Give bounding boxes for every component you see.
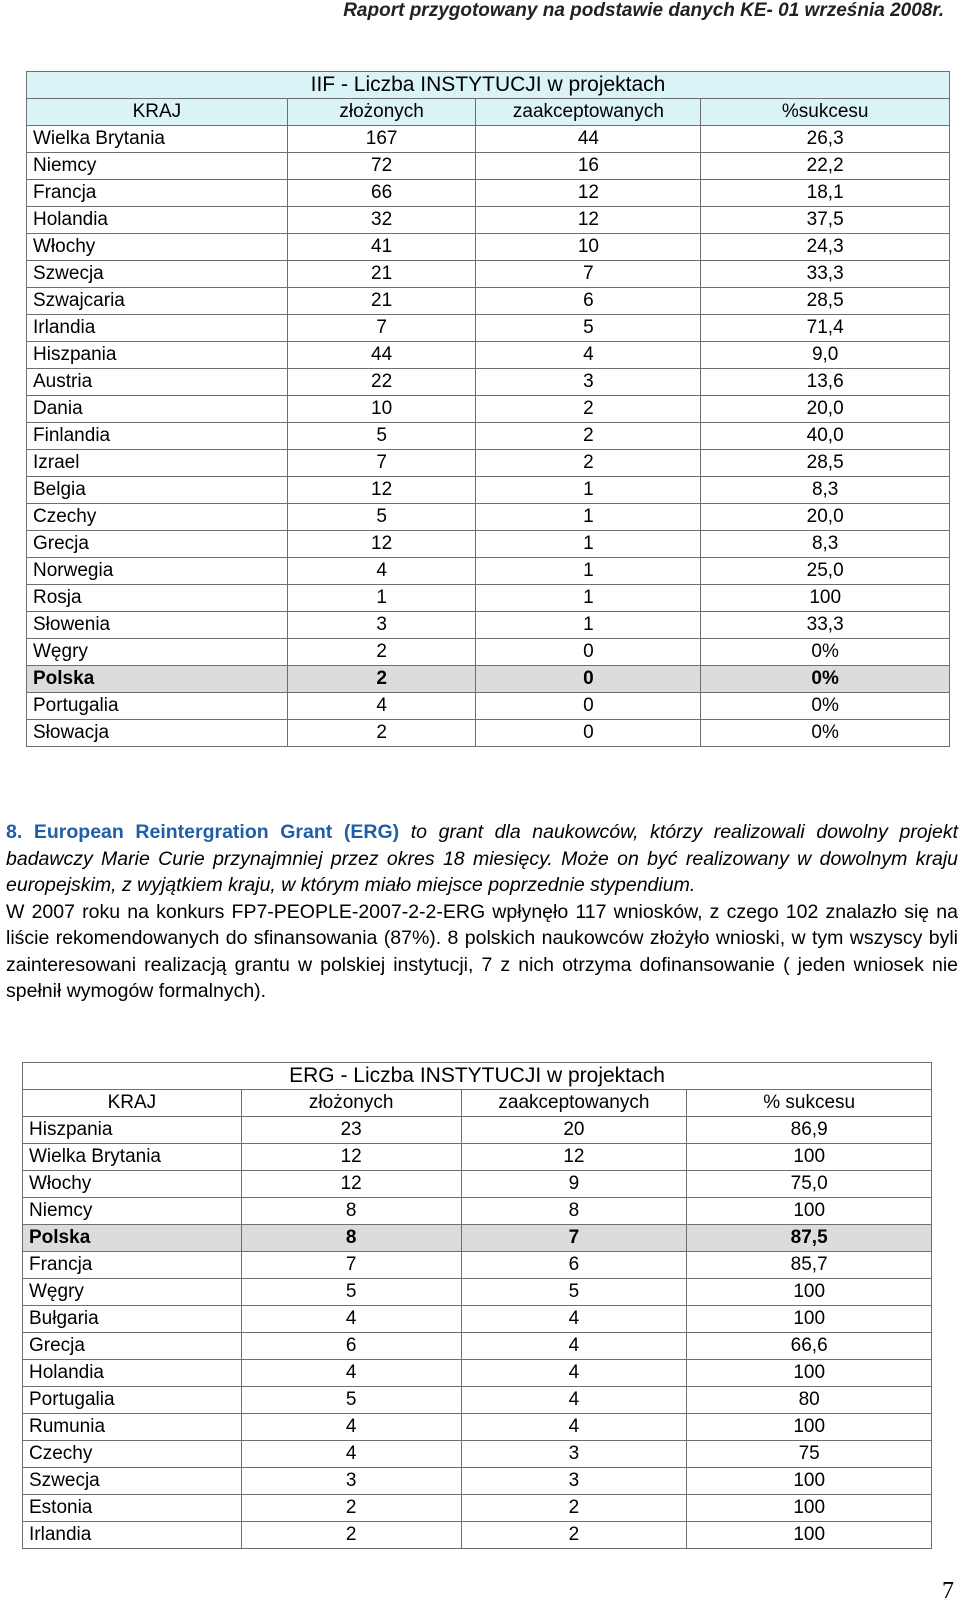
erg-cell-country: Włochy (23, 1171, 242, 1198)
iif-cell-submitted: 10 (287, 396, 476, 423)
iif-table-row (27, 207, 950, 234)
iif-table-row (27, 504, 950, 531)
iif-cell-submitted: 21 (287, 261, 476, 288)
iif-cell-success-rate: 20,0 (701, 504, 950, 531)
iif-cell-accepted: 2 (476, 423, 701, 450)
iif-cell-success-rate: 9,0 (701, 342, 950, 369)
erg-cell-country: Francja (23, 1252, 242, 1279)
iif-cell-success-rate: 33,3 (701, 612, 950, 639)
iif-table-row (27, 261, 950, 288)
erg-cell-country: Bułgaria (23, 1306, 242, 1333)
erg-col-sukcesu: % sukcesu (687, 1090, 932, 1117)
iif-table-row (27, 315, 950, 342)
erg-cell-accepted: 2 (461, 1495, 687, 1522)
iif-cell-submitted: 1 (287, 585, 476, 612)
iif-cell-country: Włochy (27, 234, 288, 261)
iif-cell-accepted: 3 (476, 369, 701, 396)
iif-col-zlozonych: złożonych (287, 99, 476, 126)
erg-cell-submitted: 23 (241, 1117, 461, 1144)
iif-cell-accepted: 0 (476, 639, 701, 666)
erg-cell-submitted: 2 (241, 1522, 461, 1549)
iif-cell-accepted: 0 (476, 693, 701, 720)
erg-cell-success-rate: 100 (687, 1360, 932, 1387)
iif-cell-success-rate: 13,6 (701, 369, 950, 396)
erg-table-row (23, 1360, 932, 1387)
iif-table-row (27, 585, 950, 612)
erg-cell-submitted: 8 (241, 1225, 461, 1252)
erg-cell-country: Czechy (23, 1441, 242, 1468)
erg-cell-submitted: 5 (241, 1279, 461, 1306)
iif-cell-accepted: 1 (476, 531, 701, 558)
erg-table-row (23, 1414, 932, 1441)
iif-cell-success-rate: 0% (701, 666, 950, 693)
erg-cell-submitted: 12 (241, 1144, 461, 1171)
erg-cell-country: Estonia (23, 1495, 242, 1522)
erg-cell-country: Wielka Brytania (23, 1144, 242, 1171)
iif-table-row (27, 342, 950, 369)
erg-table-row (23, 1117, 932, 1144)
iif-table-row (27, 612, 950, 639)
section-number: 8. (6, 821, 23, 843)
iif-table-row (27, 396, 950, 423)
iif-cell-submitted: 4 (287, 693, 476, 720)
erg-cell-success-rate: 80 (687, 1387, 932, 1414)
iif-cell-accepted: 1 (476, 504, 701, 531)
erg-cell-submitted: 4 (241, 1414, 461, 1441)
iif-cell-success-rate: 18,1 (701, 180, 950, 207)
erg-cell-success-rate: 100 (687, 1306, 932, 1333)
iif-cell-accepted: 1 (476, 612, 701, 639)
page-header: Raport przygotowany na podstawie danych KE- 01 września 2008r. (343, 0, 944, 21)
iif-cell-success-rate: 24,3 (701, 234, 950, 261)
iif-cell-accepted: 1 (476, 477, 701, 504)
erg-cell-success-rate: 75,0 (687, 1171, 932, 1198)
iif-cell-submitted: 32 (287, 207, 476, 234)
iif-cell-country: Czechy (27, 504, 288, 531)
iif-cell-submitted: 21 (287, 288, 476, 315)
erg-cell-success-rate: 100 (687, 1414, 932, 1441)
iif-cell-submitted: 3 (287, 612, 476, 639)
iif-cell-submitted: 7 (287, 315, 476, 342)
iif-institutions-table (26, 71, 950, 747)
erg-cell-country: Polska (23, 1225, 242, 1252)
erg-cell-accepted: 4 (461, 1414, 687, 1441)
erg-institutions-table (22, 1062, 932, 1549)
erg-cell-success-rate: 75 (687, 1441, 932, 1468)
iif-header-row (27, 99, 950, 126)
erg-cell-submitted: 2 (241, 1495, 461, 1522)
iif-cell-submitted: 41 (287, 234, 476, 261)
iif-cell-country: Grecja (27, 531, 288, 558)
iif-cell-submitted: 2 (287, 639, 476, 666)
erg-table-row (23, 1252, 932, 1279)
iif-cell-success-rate: 28,5 (701, 450, 950, 477)
iif-cell-country: Szwecja (27, 261, 288, 288)
iif-table-row (27, 558, 950, 585)
iif-cell-submitted: 12 (287, 531, 476, 558)
iif-table-row (27, 693, 950, 720)
iif-cell-submitted: 5 (287, 504, 476, 531)
iif-table-row (27, 234, 950, 261)
iif-cell-submitted: 12 (287, 477, 476, 504)
erg-cell-accepted: 7 (461, 1225, 687, 1252)
iif-cell-submitted: 7 (287, 450, 476, 477)
erg-table-row (23, 1441, 932, 1468)
iif-cell-success-rate: 8,3 (701, 477, 950, 504)
iif-cell-success-rate: 40,0 (701, 423, 950, 450)
iif-table-row (27, 288, 950, 315)
erg-table-row (23, 1522, 932, 1549)
erg-cell-country: Szwecja (23, 1468, 242, 1495)
iif-table-row (27, 531, 950, 558)
erg-cell-country: Rumunia (23, 1414, 242, 1441)
iif-cell-success-rate: 25,0 (701, 558, 950, 585)
erg-table-row (23, 1225, 932, 1252)
iif-cell-submitted: 5 (287, 423, 476, 450)
iif-cell-country: Szwajcaria (27, 288, 288, 315)
erg-table-row (23, 1387, 932, 1414)
iif-cell-submitted: 22 (287, 369, 476, 396)
iif-cell-country: Polska (27, 666, 288, 693)
erg-cell-accepted: 4 (461, 1333, 687, 1360)
iif-cell-country: Hiszpania (27, 342, 288, 369)
iif-cell-country: Słowacja (27, 720, 288, 747)
erg-table-title: ERG - Liczba INSTYTUCJI w projektach (23, 1063, 932, 1090)
iif-table-row (27, 639, 950, 666)
iif-cell-country: Finlandia (27, 423, 288, 450)
erg-cell-submitted: 4 (241, 1441, 461, 1468)
erg-table-row (23, 1333, 932, 1360)
erg-cell-country: Hiszpania (23, 1117, 242, 1144)
erg-cell-country: Węgry (23, 1279, 242, 1306)
erg-table-row (23, 1144, 932, 1171)
iif-cell-accepted: 0 (476, 666, 701, 693)
iif-cell-accepted: 12 (476, 180, 701, 207)
erg-cell-success-rate: 87,5 (687, 1225, 932, 1252)
erg-program-name: European Reintergration Grant (ERG) (33, 821, 400, 843)
erg-cell-submitted: 3 (241, 1468, 461, 1495)
iif-table-row (27, 477, 950, 504)
erg-header-row (23, 1090, 932, 1117)
erg-table-row (23, 1495, 932, 1522)
iif-cell-country: Dania (27, 396, 288, 423)
iif-cell-accepted: 0 (476, 720, 701, 747)
erg-section (6, 819, 958, 1005)
iif-cell-country: Niemcy (27, 153, 288, 180)
erg-table-row (23, 1306, 932, 1333)
erg-cell-accepted: 9 (461, 1171, 687, 1198)
erg-cell-accepted: 5 (461, 1279, 687, 1306)
iif-cell-country: Holandia (27, 207, 288, 234)
erg-cell-success-rate: 66,6 (687, 1333, 932, 1360)
erg-cell-accepted: 20 (461, 1117, 687, 1144)
iif-cell-accepted: 2 (476, 450, 701, 477)
iif-cell-success-rate: 22,2 (701, 153, 950, 180)
page-number: 7 (942, 1578, 954, 1604)
iif-table-title: IIF - Liczba INSTYTUCJI w projektach (27, 72, 950, 99)
iif-cell-success-rate: 8,3 (701, 531, 950, 558)
iif-cell-submitted: 44 (287, 342, 476, 369)
erg-cell-submitted: 5 (241, 1387, 461, 1414)
erg-cell-country: Grecja (23, 1333, 242, 1360)
erg-cell-accepted: 2 (461, 1522, 687, 1549)
erg-col-zlozonych: złożonych (241, 1090, 461, 1117)
iif-cell-submitted: 72 (287, 153, 476, 180)
iif-cell-accepted: 1 (476, 558, 701, 585)
iif-cell-success-rate: 37,5 (701, 207, 950, 234)
iif-cell-success-rate: 0% (701, 639, 950, 666)
erg-cell-country: Portugalia (23, 1387, 242, 1414)
erg-cell-submitted: 7 (241, 1252, 461, 1279)
iif-cell-success-rate: 0% (701, 720, 950, 747)
iif-cell-country: Austria (27, 369, 288, 396)
erg-table-row (23, 1279, 932, 1306)
erg-cell-accepted: 3 (461, 1468, 687, 1495)
iif-cell-country: Irlandia (27, 315, 288, 342)
iif-cell-success-rate: 100 (701, 585, 950, 612)
erg-col-zaakceptowanych: zaakceptowanych (461, 1090, 687, 1117)
iif-cell-submitted: 4 (287, 558, 476, 585)
iif-cell-country: Portugalia (27, 693, 288, 720)
erg-cell-submitted: 4 (241, 1306, 461, 1333)
erg-cell-submitted: 6 (241, 1333, 461, 1360)
erg-cell-accepted: 4 (461, 1360, 687, 1387)
erg-cell-accepted: 4 (461, 1306, 687, 1333)
iif-cell-accepted: 5 (476, 315, 701, 342)
iif-cell-country: Norwegia (27, 558, 288, 585)
iif-cell-country: Wielka Brytania (27, 126, 288, 153)
erg-statistics-paragraph: W 2007 roku na konkurs FP7-PEOPLE-2007-2-2-ERG wpłynęło 117 wniosków, z czego 102 znalazło się na liście rekomendowanych do sfinansowania (87%). 8 polskich naukowców złożyło wnioski, w tym wszyscy byli zainteresowani realizacją grantu w polskiej instytucji, 7 z nich otrzyma dofinansowanie ( jeden wniosek nie spełnił wymogów formalnych). (6, 900, 958, 1002)
iif-cell-submitted: 66 (287, 180, 476, 207)
erg-cell-accepted: 4 (461, 1387, 687, 1414)
iif-cell-country: Słowenia (27, 612, 288, 639)
iif-cell-success-rate: 20,0 (701, 396, 950, 423)
erg-cell-submitted: 4 (241, 1360, 461, 1387)
erg-table-row (23, 1198, 932, 1225)
iif-cell-country: Rosja (27, 585, 288, 612)
erg-cell-success-rate: 86,9 (687, 1117, 932, 1144)
iif-cell-accepted: 44 (476, 126, 701, 153)
iif-table-row (27, 666, 950, 693)
iif-cell-accepted: 12 (476, 207, 701, 234)
erg-cell-submitted: 12 (241, 1171, 461, 1198)
erg-cell-success-rate: 100 (687, 1279, 932, 1306)
iif-cell-submitted: 167 (287, 126, 476, 153)
erg-cell-success-rate: 100 (687, 1144, 932, 1171)
iif-table-row (27, 450, 950, 477)
erg-cell-success-rate: 100 (687, 1198, 932, 1225)
iif-cell-accepted: 6 (476, 288, 701, 315)
iif-cell-country: Belgia (27, 477, 288, 504)
iif-cell-success-rate: 0% (701, 693, 950, 720)
iif-col-kraj: KRAJ (27, 99, 288, 126)
erg-cell-success-rate: 85,7 (687, 1252, 932, 1279)
erg-description: to grant dla naukowców, którzy realizowali dowolny projekt badawczy Marie Curie przynajmniej przez okres 18 miesięcy. Może on być realizowany w dowolnym kraju europejskim, z wyjątkiem kraju, w którym miało miejsce poprzednie stypendium. (6, 821, 959, 896)
erg-cell-success-rate: 100 (687, 1495, 932, 1522)
iif-cell-accepted: 1 (476, 585, 701, 612)
iif-cell-accepted: 10 (476, 234, 701, 261)
erg-cell-accepted: 6 (461, 1252, 687, 1279)
erg-cell-success-rate: 100 (687, 1468, 932, 1495)
iif-cell-country: Francja (27, 180, 288, 207)
erg-cell-country: Niemcy (23, 1198, 242, 1225)
iif-cell-submitted: 2 (287, 720, 476, 747)
iif-cell-country: Izrael (27, 450, 288, 477)
iif-cell-country: Węgry (27, 639, 288, 666)
erg-cell-country: Irlandia (23, 1522, 242, 1549)
erg-col-kraj: KRAJ (23, 1090, 242, 1117)
erg-cell-accepted: 3 (461, 1441, 687, 1468)
iif-table-row (27, 369, 950, 396)
erg-intro-paragraph (6, 819, 958, 899)
erg-cell-accepted: 8 (461, 1198, 687, 1225)
iif-cell-success-rate: 33,3 (701, 261, 950, 288)
iif-col-sukcesu: %sukcesu (701, 99, 950, 126)
iif-table-row (27, 180, 950, 207)
iif-cell-success-rate: 71,4 (701, 315, 950, 342)
iif-cell-accepted: 7 (476, 261, 701, 288)
iif-cell-success-rate: 26,3 (701, 126, 950, 153)
iif-cell-accepted: 4 (476, 342, 701, 369)
iif-table-row (27, 423, 950, 450)
erg-cell-accepted: 12 (461, 1144, 687, 1171)
iif-cell-success-rate: 28,5 (701, 288, 950, 315)
iif-table-row (27, 153, 950, 180)
erg-cell-country: Holandia (23, 1360, 242, 1387)
iif-cell-submitted: 2 (287, 666, 476, 693)
iif-cell-accepted: 2 (476, 396, 701, 423)
erg-table-row (23, 1171, 932, 1198)
erg-cell-success-rate: 100 (687, 1522, 932, 1549)
erg-cell-submitted: 8 (241, 1198, 461, 1225)
iif-table-row (27, 126, 950, 153)
iif-cell-accepted: 16 (476, 153, 701, 180)
erg-table-row (23, 1468, 932, 1495)
iif-col-zaakceptowanych: zaakceptowanych (476, 99, 701, 126)
iif-table-row (27, 720, 950, 747)
